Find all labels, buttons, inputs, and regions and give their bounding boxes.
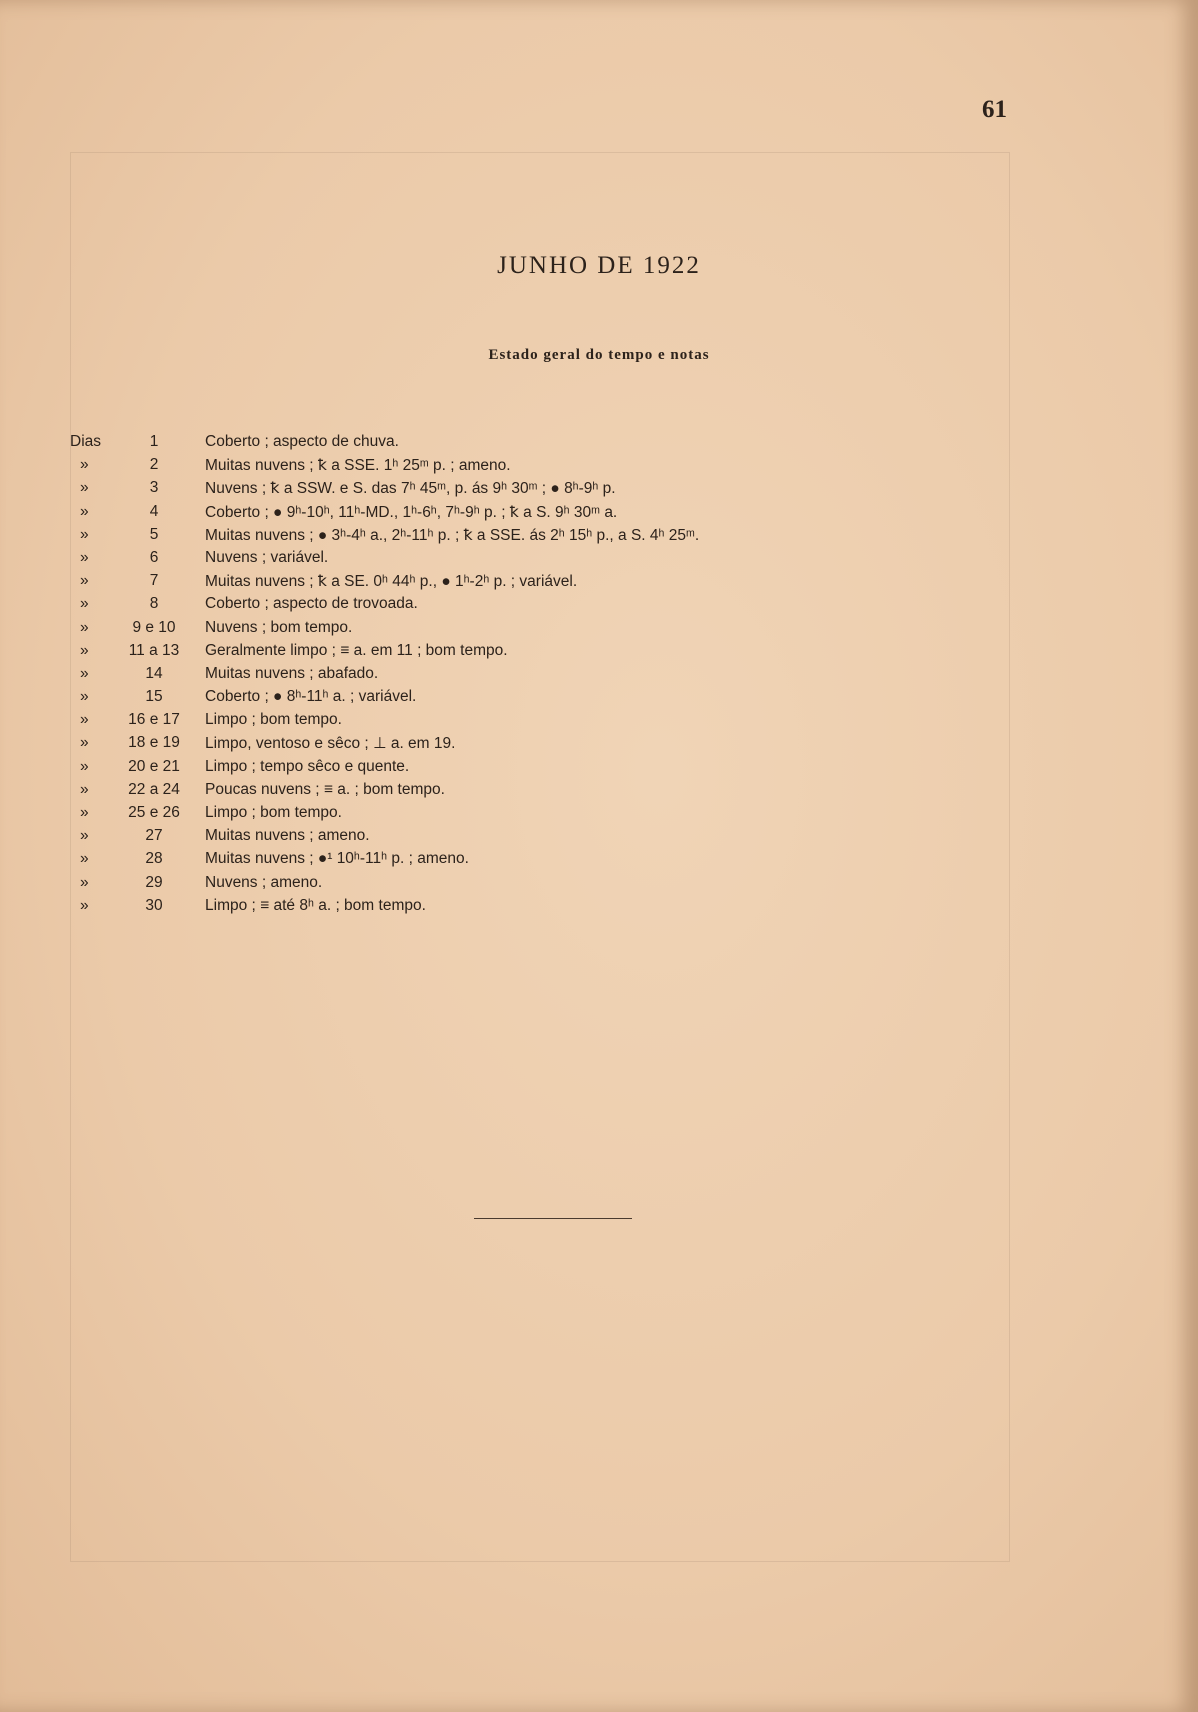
entry-day: 5 <box>149 525 159 543</box>
entry-day: 22 a 24 <box>128 780 180 798</box>
entry-text: Muitas nuvens ; ꝁ a SE. 0ʰ 44ʰ p., ● 1ʰ-2ʰ p. ; variável. <box>205 573 578 591</box>
ditto-mark: » <box>80 572 89 590</box>
entry-day: 27 <box>145 827 163 845</box>
entry-day: 2 <box>149 456 159 474</box>
ditto-mark: » <box>80 664 89 682</box>
entry-text: Muitas nuvens ; abafado. <box>205 664 379 682</box>
weather-notes-list <box>0 433 1198 920</box>
entry-text: Nuvens ; ameno. <box>205 873 323 891</box>
list-item <box>0 874 1198 897</box>
entry-day: 11 a 13 <box>128 641 180 659</box>
entry-text: Coberto ; ● 9ʰ-10ʰ, 11ʰ-MD., 1ʰ-6ʰ, 7ʰ-9ʰ p. ; ꝁ a S. 9ʰ 30ᵐ a. <box>205 503 618 521</box>
ditto-mark: » <box>80 896 89 914</box>
entry-text: Limpo ; bom tempo. <box>205 804 342 821</box>
ditto-mark: » <box>80 873 89 891</box>
list-item <box>0 804 1198 827</box>
entry-text: Muitas nuvens ; ꝁ a SSE. 1ʰ 25ᵐ p. ; ameno. <box>205 457 511 475</box>
entry-day: 9 e 10 <box>132 618 176 636</box>
entry-text: Muitas nuvens ; ●¹ 10ʰ-11ʰ p. ; ameno. <box>205 850 469 868</box>
list-item <box>0 781 1198 804</box>
entry-text: Nuvens ; variável. <box>205 548 329 566</box>
ditto-mark: » <box>80 525 89 543</box>
list-item <box>0 526 1198 549</box>
entry-day: 16 e 17 <box>128 711 180 729</box>
list-item <box>0 549 1198 572</box>
list-item <box>0 827 1198 850</box>
entry-text: Coberto ; ● 8ʰ-11ʰ a. ; variável. <box>205 688 417 706</box>
ditto-mark: » <box>80 804 89 821</box>
entry-day: 14 <box>145 664 163 682</box>
entry-text: Coberto ; aspecto de chuva. <box>205 433 399 450</box>
list-item <box>0 665 1198 688</box>
entry-text: Muitas nuvens ; ● 3ʰ-4ʰ a., 2ʰ-11ʰ p. ; ꝁ a SSE. ás 2ʰ 15ʰ p., a S. 4ʰ 25ᵐ. <box>205 526 700 544</box>
ditto-mark: » <box>80 711 89 729</box>
list-item <box>0 688 1198 711</box>
entry-day: 7 <box>149 572 159 590</box>
ditto-mark: » <box>80 850 89 868</box>
list-item <box>0 456 1198 479</box>
list-item <box>0 734 1198 757</box>
entry-text: Poucas nuvens ; ≡ a. ; bom tempo. <box>205 780 445 798</box>
entry-day: 15 <box>145 688 163 706</box>
list-item <box>0 433 1198 456</box>
entry-day: 18 e 19 <box>128 734 180 752</box>
ditto-mark: » <box>80 548 89 566</box>
entry-text: Nuvens ; bom tempo. <box>205 618 353 636</box>
entry-day: 1 <box>149 433 159 450</box>
page-title: JUNHO DE 1922 <box>497 252 701 279</box>
entry-text: Geralmente limpo ; ≡ a. em 11 ; bom tempo. <box>205 641 508 659</box>
list-item <box>0 850 1198 873</box>
entry-text: Coberto ; aspecto de trovoada. <box>205 595 418 613</box>
entry-text: Limpo, ventoso e sêco ; ⊥ a. em 19. <box>205 735 456 753</box>
entry-day: 6 <box>149 548 159 566</box>
page-number: 61 <box>982 96 1007 123</box>
list-item <box>0 595 1198 618</box>
list-item <box>0 758 1198 781</box>
entry-day: 29 <box>145 873 163 891</box>
ditto-mark: » <box>80 827 89 845</box>
section-subtitle: Estado geral do tempo e notas <box>488 347 710 363</box>
entry-text: Limpo ; tempo sêco e quente. <box>205 757 410 775</box>
ditto-mark: » <box>80 757 89 775</box>
ditto-mark: » <box>80 456 89 474</box>
entry-day: 28 <box>145 850 163 868</box>
rows-header: Dias <box>70 433 102 450</box>
ditto-mark: » <box>80 688 89 706</box>
ditto-mark: » <box>80 734 89 752</box>
end-rule <box>474 1218 632 1219</box>
ditto-mark: » <box>80 479 89 497</box>
list-item <box>0 711 1198 734</box>
entry-text: Nuvens ; ꝁ a SSW. e S. das 7ʰ 45ᵐ, p. ás 9ʰ 30ᵐ ; ● 8ʰ-9ʰ p. <box>205 480 616 498</box>
entry-text: Limpo ; bom tempo. <box>205 711 342 729</box>
list-item <box>0 479 1198 502</box>
ditto-mark: » <box>80 618 89 636</box>
entry-day: 8 <box>149 595 159 613</box>
list-item <box>0 897 1198 920</box>
list-item <box>0 572 1198 595</box>
list-item <box>0 619 1198 642</box>
entry-day: 4 <box>149 502 159 520</box>
list-item <box>0 642 1198 665</box>
ditto-mark: » <box>80 780 89 798</box>
entry-day: 20 e 21 <box>128 757 180 775</box>
entry-day: 25 e 26 <box>128 804 180 821</box>
ditto-mark: » <box>80 502 89 520</box>
entry-day: 30 <box>145 896 163 914</box>
entry-text: Limpo ; ≡ até 8ʰ a. ; bom tempo. <box>205 896 426 914</box>
ditto-mark: » <box>80 595 89 613</box>
entry-day: 3 <box>149 479 159 497</box>
list-item <box>0 503 1198 526</box>
entry-text: Muitas nuvens ; ameno. <box>205 827 370 845</box>
ditto-mark: » <box>80 641 89 659</box>
